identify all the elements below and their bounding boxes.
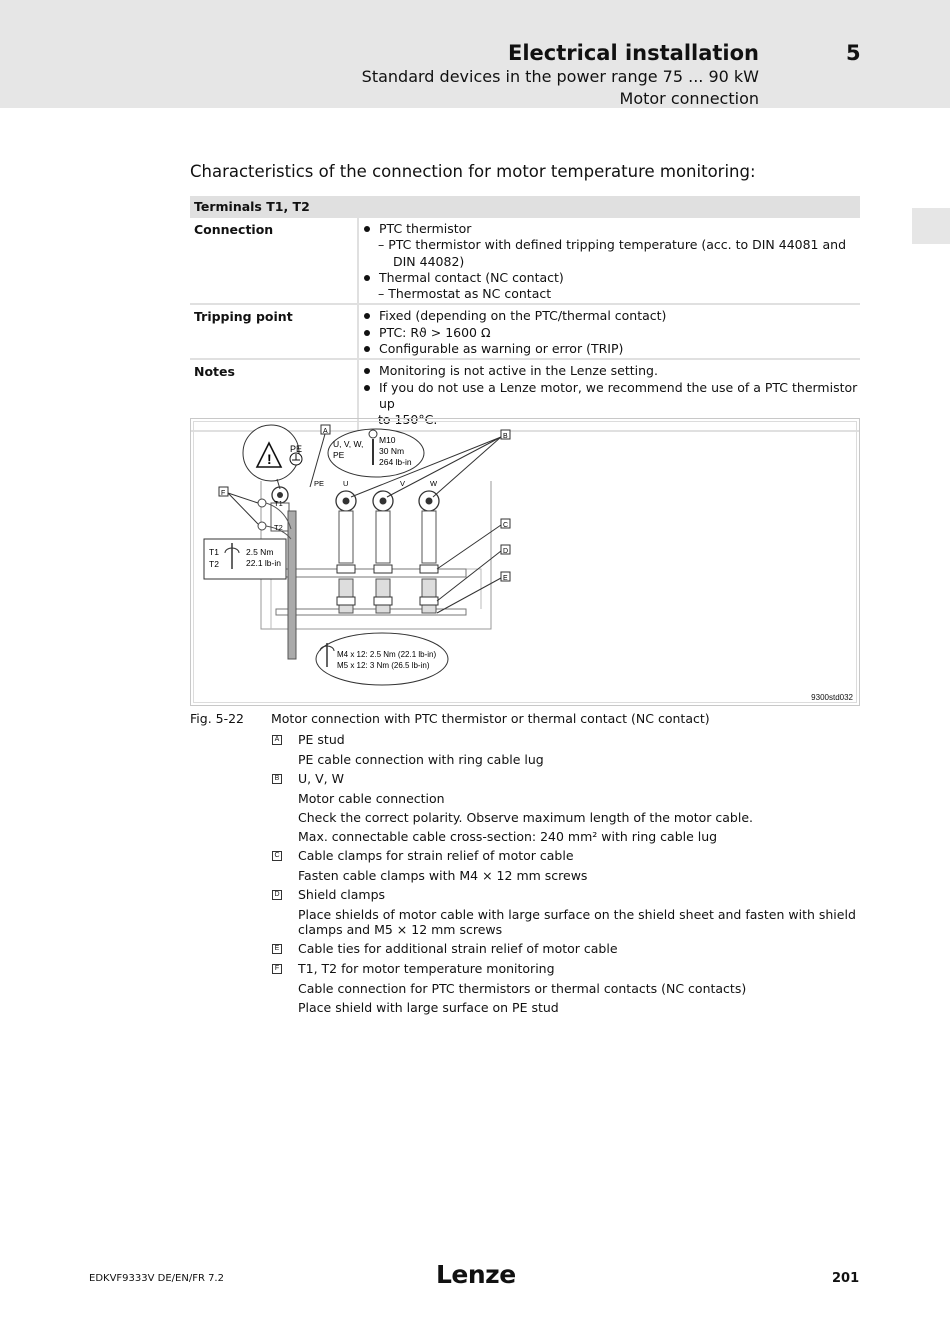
- torque-callout: [328, 429, 424, 477]
- cable-tie-bar: [276, 609, 466, 615]
- t2-torque-label: T2: [209, 559, 219, 569]
- legend-title: Cable ties for additional strain relief of motor cable: [298, 941, 618, 956]
- t2-label: T2: [274, 523, 283, 532]
- legend-item: [271, 771, 861, 844]
- t1-torque-label: T1: [209, 547, 219, 557]
- terminal-w: [419, 491, 439, 613]
- svg-text:D: D: [503, 548, 509, 555]
- legend-key: D: [272, 890, 282, 900]
- key-a-marker: [310, 425, 330, 487]
- key-b-marker: [351, 430, 510, 497]
- terminal-u-label: U: [343, 479, 349, 488]
- legend-item: [271, 848, 861, 883]
- bullet-item: If you do not use a Lenze motor, we recommend the use of a PTC thermistor up: [362, 380, 860, 413]
- warning-exclamation: !: [267, 451, 272, 467]
- legend-title: PE stud: [298, 732, 345, 747]
- key-f-marker: [219, 487, 258, 524]
- row-content: [362, 218, 860, 303]
- chapter-number: 5: [846, 41, 861, 65]
- shield-sheet: [276, 569, 466, 577]
- table-row: [190, 218, 860, 305]
- m5-torque-label: M5 x 12: 3 Nm (26.5 lb-in): [337, 661, 430, 670]
- row-label: Tripping point: [194, 309, 293, 325]
- figure-number: Fig. 5-22: [190, 711, 245, 726]
- bullet-item: PTC thermistor: [362, 221, 860, 237]
- warning-callout: [243, 425, 299, 481]
- sub-item: DIN 44082): [393, 253, 465, 269]
- svg-text:A: A: [323, 428, 328, 435]
- t1-terminal: [258, 499, 266, 507]
- svg-text:E: E: [503, 575, 508, 582]
- legend-line: PE cable connection with ring cable lug: [298, 752, 544, 767]
- page-number: 201: [832, 1271, 860, 1286]
- terminal-w-label: W: [430, 479, 438, 488]
- legend-line: Max. connectable cable cross-section: 240 mm² with ring cable lug: [298, 829, 718, 844]
- row-label: Notes: [194, 364, 235, 380]
- bullet-item: PTC: Rϑ > 1600 Ω: [362, 325, 860, 341]
- terminal-pe-label: PE: [314, 479, 325, 488]
- t2-wire: [266, 526, 291, 539]
- legend-line: Place shield with large surface on PE stud: [298, 1000, 559, 1015]
- m4-torque-label: M4 x 12: 2.5 Nm (22.1 lb-in): [337, 650, 437, 659]
- screw-torque-callout: [316, 633, 448, 685]
- legend-item: [271, 941, 861, 957]
- row-content: [362, 305, 860, 358]
- bullet-item: Configurable as warning or error (TRIP): [362, 341, 860, 357]
- terminal-v: [373, 491, 393, 613]
- chapter-title: Electrical installation: [508, 41, 759, 65]
- pe-lug: [271, 503, 289, 531]
- terminal-spec-table: [190, 196, 860, 432]
- t1-wire: [266, 503, 291, 529]
- legend-title: T1, T2 for motor temperature monitoring: [298, 961, 555, 976]
- table-body: [190, 218, 860, 432]
- table-header: Terminals T1, T2: [190, 196, 860, 218]
- torque-lbin-label: 264 lb-in: [379, 457, 412, 467]
- key-c-marker: [437, 519, 510, 569]
- pe-stud: [272, 487, 288, 503]
- legend-key: B: [272, 774, 282, 784]
- key-d-marker: [437, 545, 510, 601]
- t1-label: T1: [274, 499, 283, 508]
- uvwpe-label-1: U, V, W,: [333, 439, 364, 449]
- legend-key: A: [272, 735, 282, 745]
- pe-stud-bolt: [277, 492, 283, 498]
- torque-nm-label: 30 Nm: [379, 446, 405, 456]
- warning-triangle-icon: [257, 443, 281, 467]
- sub-item: – Thermostat as NC contact: [378, 286, 552, 302]
- column-separator: [357, 218, 359, 303]
- legend-title: Cable clamps for strain relief of motor cable: [298, 848, 574, 863]
- svg-text:F: F: [221, 490, 226, 497]
- key-e-marker: [437, 572, 510, 613]
- legend-title: Shield clamps: [298, 887, 386, 902]
- t1t2-torque-lbin: 22.1 lb-in: [246, 558, 281, 568]
- housing-detail: [271, 569, 291, 629]
- legend-key: F: [272, 964, 282, 974]
- lenze-logo: Lenze: [436, 1260, 516, 1289]
- motor-connection-figure: [190, 418, 860, 706]
- legend-item: [271, 961, 861, 1015]
- figure-caption: Motor connection with PTC thermistor or thermal contact (NC contact): [271, 711, 710, 726]
- bullet-item: Fixed (depending on the PTC/thermal contact): [362, 308, 860, 324]
- figure-legend: [271, 732, 861, 1019]
- svg-text:B: B: [503, 433, 508, 440]
- row-label: Connection: [194, 222, 274, 237]
- bullet-item: Monitoring is not active in the Lenze setting.: [362, 363, 860, 379]
- legend-item: [271, 732, 861, 767]
- legend-key: E: [272, 944, 282, 954]
- document-id: EDKVF9333V DE/EN/FR 7.2: [89, 1273, 224, 1284]
- motor-connection-diagram: [191, 419, 859, 705]
- sub-item: to 150°C.: [378, 412, 438, 428]
- legend-line: Motor cable connection: [298, 791, 445, 806]
- t1t2-torque-nm: 2.5 Nm: [246, 547, 274, 557]
- t2-terminal: [258, 522, 266, 530]
- m10-label: M10: [379, 435, 396, 445]
- terminal-u: [336, 491, 356, 613]
- svg-text:C: C: [503, 522, 509, 529]
- ground-icon: [290, 453, 302, 465]
- legend-line: Place shields of motor cable with large surface on the shield sheet and fasten with shield clamps and M5 × 12 mm screws: [298, 907, 856, 937]
- legend-item: [271, 887, 861, 937]
- legend-key: C: [272, 851, 282, 861]
- uvwpe-label-2: PE: [333, 450, 345, 460]
- legend-line: Check the correct polarity. Observe maximum length of the motor cable.: [298, 810, 753, 825]
- pe-cable: [288, 511, 296, 659]
- subsection-subtitle: Motor connection: [619, 89, 759, 108]
- section-subtitle: Standard devices in the power range 75 ... 90 kW: [361, 67, 759, 86]
- terminal-v-label: V: [400, 479, 406, 488]
- housing-detail-right: [451, 569, 481, 609]
- header-band: [0, 0, 950, 108]
- t1t2-torque-box: [204, 539, 286, 579]
- bullet-item: Thermal contact (NC contact): [362, 270, 860, 286]
- chapter-tab-marker: [912, 208, 950, 244]
- column-separator: [357, 305, 359, 358]
- legend-title: U, V, W: [298, 771, 344, 786]
- figure-code: 9300std032: [811, 693, 853, 702]
- legend-line: Cable connection for PTC thermistors or thermal contacts (NC contacts): [298, 981, 747, 996]
- sub-item: – PTC thermistor with defined tripping temperature (acc. to DIN 44081 and: [378, 237, 847, 253]
- table-row: [190, 305, 860, 360]
- legend-line: Fasten cable clamps with M4 × 12 mm screws: [298, 868, 588, 883]
- housing-outline: [261, 481, 491, 629]
- pe-symbol-label: PE: [290, 444, 303, 454]
- section-heading: Characteristics of the connection for motor temperature monitoring:: [190, 162, 756, 181]
